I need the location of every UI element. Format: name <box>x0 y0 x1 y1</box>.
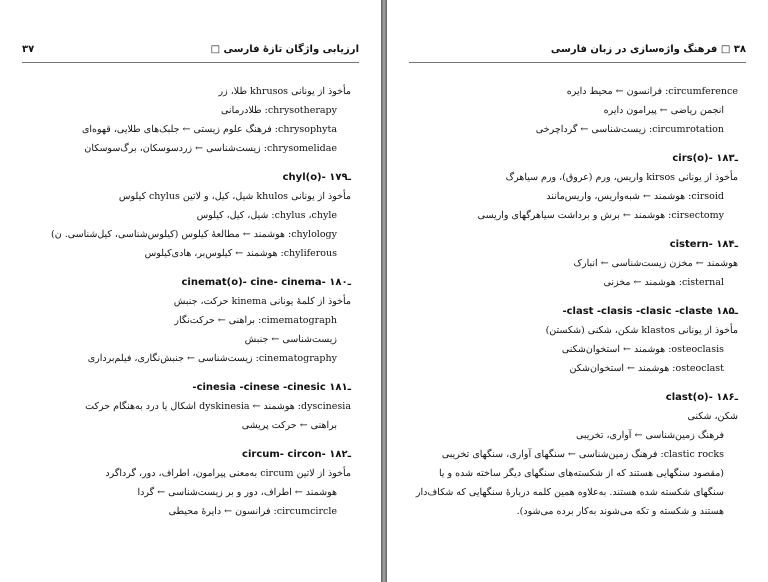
entry-line: dyscinesia: هوشمند ← dyskinesia اشکال یا درد به‌هنگام حرکت <box>85 401 351 412</box>
right-header-divider <box>409 62 746 63</box>
right-page-header <box>409 44 746 62</box>
entry-line: chrysotherapy: طلادرمانی <box>221 105 337 116</box>
entry-line: فرهنگ زمین‌شناسی ← آواری، تخریبی <box>576 430 724 441</box>
entry-line: هوشمند ← مخزن زیست‌شناسی ← انبارک <box>573 258 738 269</box>
entry-line: chrysomelidae: زیست‌شناسی ← زردسوسکان، برگ‌سوسکان <box>84 143 337 154</box>
entry-headword: clast(o)- ۱۸۶ـ <box>665 392 738 403</box>
dictionary-entry <box>417 388 738 521</box>
right-page-title: ۳۸ □ فرهنگ واژه‌سازی در زبان فارسی <box>550 44 746 55</box>
entry-headword: -clast -clasis -clasic -claste ۱۸۵ـ <box>562 306 738 317</box>
entry-line: هوشمند ← اطراف، دور و بر زیست‌شناسی ← گردا <box>137 487 337 498</box>
left-page-title: ارزیابی واژگان تازهٔ فارسی □ <box>210 44 359 55</box>
entry-headword: chyl(o)- ۱۷۹ـ <box>282 172 351 183</box>
entry-line: cisternal: هوشمند ← مخزنی <box>603 277 724 288</box>
entry-line: cinematography: زیست‌شناسی ← جنبش‌نگاری، فیلم‌برداری <box>87 353 337 364</box>
left-page-number: ۳۷ <box>22 44 35 55</box>
entry-line: زیست‌شناسی ← جنبش <box>244 334 337 345</box>
entry-headword: circum- circon- ۱۸۲ـ <box>242 449 351 460</box>
dictionary-entry <box>30 273 351 368</box>
left-page <box>0 0 381 582</box>
dictionary-entry <box>30 378 351 435</box>
entry-line: chylus ،chyle: شیل، کیل، کیلوس <box>196 210 337 221</box>
dictionary-entry <box>417 235 738 292</box>
entry-headword: cirs(o)- ۱۸۳ـ <box>672 153 738 164</box>
dictionary-entry <box>417 82 738 139</box>
entry-line: براهنی ← حرکت پریشی <box>241 420 337 431</box>
entry-line: circumcircle: فرانسون ← دایرهٔ محیطی <box>168 506 337 517</box>
left-page-body <box>30 82 351 531</box>
entry-line: circumrotation: زیست‌شناسی ← گرداچرخی <box>535 124 724 135</box>
entry-line: مأخوذ از کلمهٔ یونانی kinema حرکت، جنبش <box>173 296 351 307</box>
entry-line: circumference: فرانسون ← محیط دایره <box>566 86 738 97</box>
entry-line: chrysophyta: فرهنگ علوم زیستی ← جلبک‌های طلایی، قهوه‌ای <box>81 124 337 135</box>
dictionary-entry <box>417 302 738 378</box>
entry-line: cirsoid: هوشمند ← شبه‌واریس، واریس‌مانند <box>546 191 724 202</box>
entry-line: هستند و شکسته و تکه می‌شوند به‌کار برده می‌شود). <box>516 506 724 517</box>
entry-line: مأخوذ از یونانی klastos شکن، شکنی (شکستن) <box>545 325 738 336</box>
left-page-header <box>22 44 359 62</box>
entry-line: مأخوذ از یونانی kirsos واریس، ورم (عروق)، ورم سیاهرگ <box>505 172 738 183</box>
entry-headword: cinemat(o)- cine- cinema- ۱۸۰ـ <box>181 277 351 288</box>
entry-line: (مقصود سنگهایی هستند که از شکسته‌های سنگهای دیگر ساخته شده و یا <box>438 468 724 479</box>
entry-line: chyliferous: هوشمند ← کیلوس‌بر، هادی‌کیلوس <box>144 248 337 259</box>
entry-line: مأخوذ از یونانی khulos شیل، کیل، و لاتین chylus کیلوس <box>118 191 351 202</box>
entry-line: cirsectomy: هوشمند ← برش و برداشت سیاهرگهای واریسی <box>477 210 724 221</box>
dictionary-entry <box>30 82 351 158</box>
entry-line: osteoclasis: هوشمند ← استخوان‌شکنی <box>561 344 724 355</box>
entry-line: مأخوذ از یونانی khrusos طلا، زر <box>218 86 351 97</box>
entry-headword: cistern- ۱۸۴ـ <box>669 239 738 250</box>
right-page <box>387 0 768 582</box>
entry-headword: -cinesia -cinese -cinesic ۱۸۱ـ <box>192 382 351 393</box>
entry-line: chylology: هوشمند ← مطالعهٔ کیلوس (کیلوس‌شناسی، کیل‌شناسی. ن) <box>51 229 337 240</box>
dictionary-entry <box>417 149 738 225</box>
entry-line: clastic rocks: فرهنگ زمین‌شناسی ← سنگهای آواری، سنگهای تخریبی <box>441 449 724 460</box>
dictionary-entry <box>30 445 351 521</box>
left-header-divider <box>22 62 359 63</box>
entry-line: cimematograph: براهنی ← حرکت‌نگار <box>174 315 337 326</box>
dictionary-entry <box>30 168 351 263</box>
entry-line: osteoclast: هوشمند ← استخوان‌شکن <box>569 363 724 374</box>
right-page-body <box>417 82 738 531</box>
entry-line: مأخوذ از لاتین circum به‌معنی پیرامون، اطراف، دور، گرداگرد <box>105 468 351 479</box>
entry-line: شکن، شکنی <box>687 411 738 422</box>
entry-line: سنگهای شکسته شده هستند. به‌علاوه همین کلمه دربارهٔ سنگهایی که شکاف‌دار <box>415 487 724 498</box>
entry-line: انجمن ریاضی ← پیرامون دایره <box>603 105 724 116</box>
